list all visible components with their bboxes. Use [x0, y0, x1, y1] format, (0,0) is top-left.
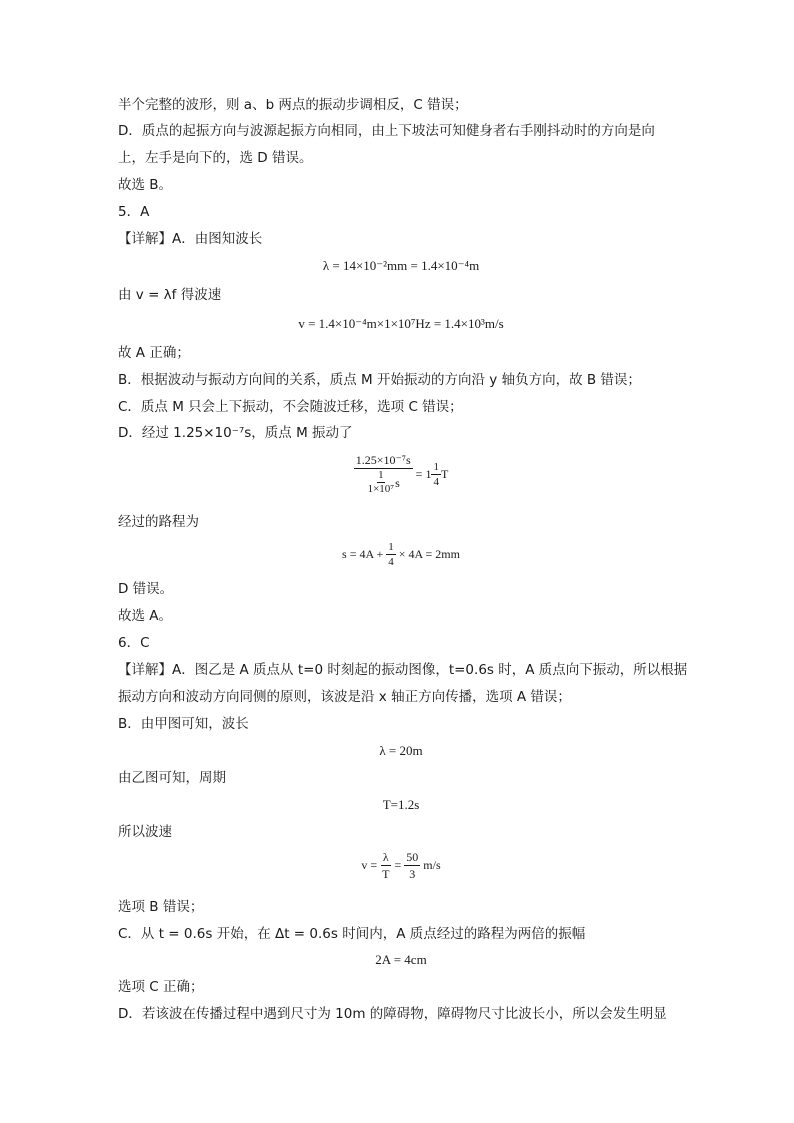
text-line: 振动方向和波动方向同侧的原则，该波是沿 x 轴正方向传播，选项 A 错误； — [118, 689, 571, 705]
inner-fraction — [367, 469, 396, 496]
question-number: 5．A — [118, 204, 150, 220]
mixed-number — [425, 460, 448, 489]
unit: s — [395, 475, 400, 490]
text-line: C．从 t = 0.6s 开始，在 Δt = 0.6s 时间内，A 质点经过的路程为两倍的振幅 — [118, 926, 586, 942]
question-number: 6．C — [118, 635, 150, 651]
equals-sign: = — [415, 466, 423, 481]
fraction — [431, 460, 441, 489]
fraction — [404, 849, 420, 882]
equation-wave-speed: v = 1.4×10⁻⁴m×1×10⁷Hz = 1.4×10³m/s — [298, 316, 504, 331]
text-line: D 错误。 — [118, 581, 174, 597]
text-line: 上，左手是向下的，选 D 错误。 — [118, 150, 313, 166]
text-line: 故 A 正确； — [118, 345, 190, 361]
inner-numerator: 1 — [378, 469, 384, 481]
inner-denominator: 1×10⁷ — [367, 483, 395, 495]
text-line: 【详解】A．由图知波长 — [118, 231, 263, 247]
fraction — [380, 849, 391, 882]
fraction — [354, 452, 413, 496]
fraction-numerator: 50 — [406, 850, 419, 864]
text-line: D．若该波在传播过程中遇到尺寸为 10m 的障碍物，障碍物尺寸比波长小，所以会发生明显 — [118, 1006, 667, 1022]
equation-period-count — [118, 452, 684, 496]
whole-part: 1 — [425, 466, 432, 481]
equals-sign: = — [394, 858, 402, 872]
equation-path-length: 2A = 4cm — [375, 952, 427, 967]
fraction-numerator: 1.25×10⁻⁷s — [355, 453, 411, 467]
fraction-denominator: 3 — [409, 867, 416, 881]
fraction — [386, 540, 396, 569]
text-line: 经过的路程为 — [118, 514, 199, 530]
variable: T — [440, 466, 449, 481]
text-line: C．质点 M 只会上下振动，不会随波迁移，选项 C 错误； — [118, 399, 463, 415]
text-line: B．由甲图可知，波长 — [118, 716, 249, 732]
equation-left: s = 4A + — [342, 547, 384, 561]
equation-period: T=1.2s — [382, 797, 420, 812]
text-line: 选项 B 错误； — [118, 899, 204, 915]
equation-right: × 4A = 2mm — [398, 547, 460, 561]
text-line: 故选 A。 — [118, 608, 173, 624]
fraction-denominator: 4 — [433, 475, 439, 488]
equation-left: v = — [361, 858, 378, 872]
unit: m/s — [423, 858, 441, 872]
text-line: 半个完整的波形，则 a、b 两点的振动步调相反，C 错误； — [118, 97, 468, 113]
text-line: 所以波速 — [118, 824, 172, 840]
text-line: D．经过 1.25×10⁻⁷s，质点 M 振动了 — [118, 425, 353, 441]
text-line: 选项 C 正确； — [118, 979, 204, 995]
fraction-numerator: 1 — [433, 460, 439, 473]
fraction-denominator — [365, 469, 402, 496]
text-line: 由乙图可知，周期 — [118, 770, 226, 786]
fraction-denominator: T — [382, 867, 390, 881]
text-line: B．根据波动与振动方向间的关系，质点 M 开始振动的方向沿 y 轴负方向，故 B 错误； — [118, 372, 641, 388]
text-line: D．质点的起振方向与波源起振方向相同，由上下坡法可知健身者右手刚抖动时的方向是向 — [118, 123, 655, 139]
fraction-numerator: 1 — [388, 541, 394, 553]
text-line: 【详解】A．图乙是 A 质点从 t=0 时刻起的振动图像，t=0.6s 时，A 质点向下振动，所以根据 — [118, 662, 688, 678]
equation-path — [118, 540, 684, 569]
fraction-denominator: 4 — [388, 556, 394, 568]
equation-wavelength: λ = 20m — [379, 743, 423, 758]
equation-speed — [118, 849, 684, 882]
equation-wavelength: λ = 14×10⁻²mm = 1.4×10⁻⁴m — [322, 258, 480, 273]
text-line: 由 v = λf 得波速 — [118, 287, 222, 303]
fraction-numerator: λ — [382, 850, 389, 864]
text-line: 故选 B。 — [118, 177, 173, 193]
